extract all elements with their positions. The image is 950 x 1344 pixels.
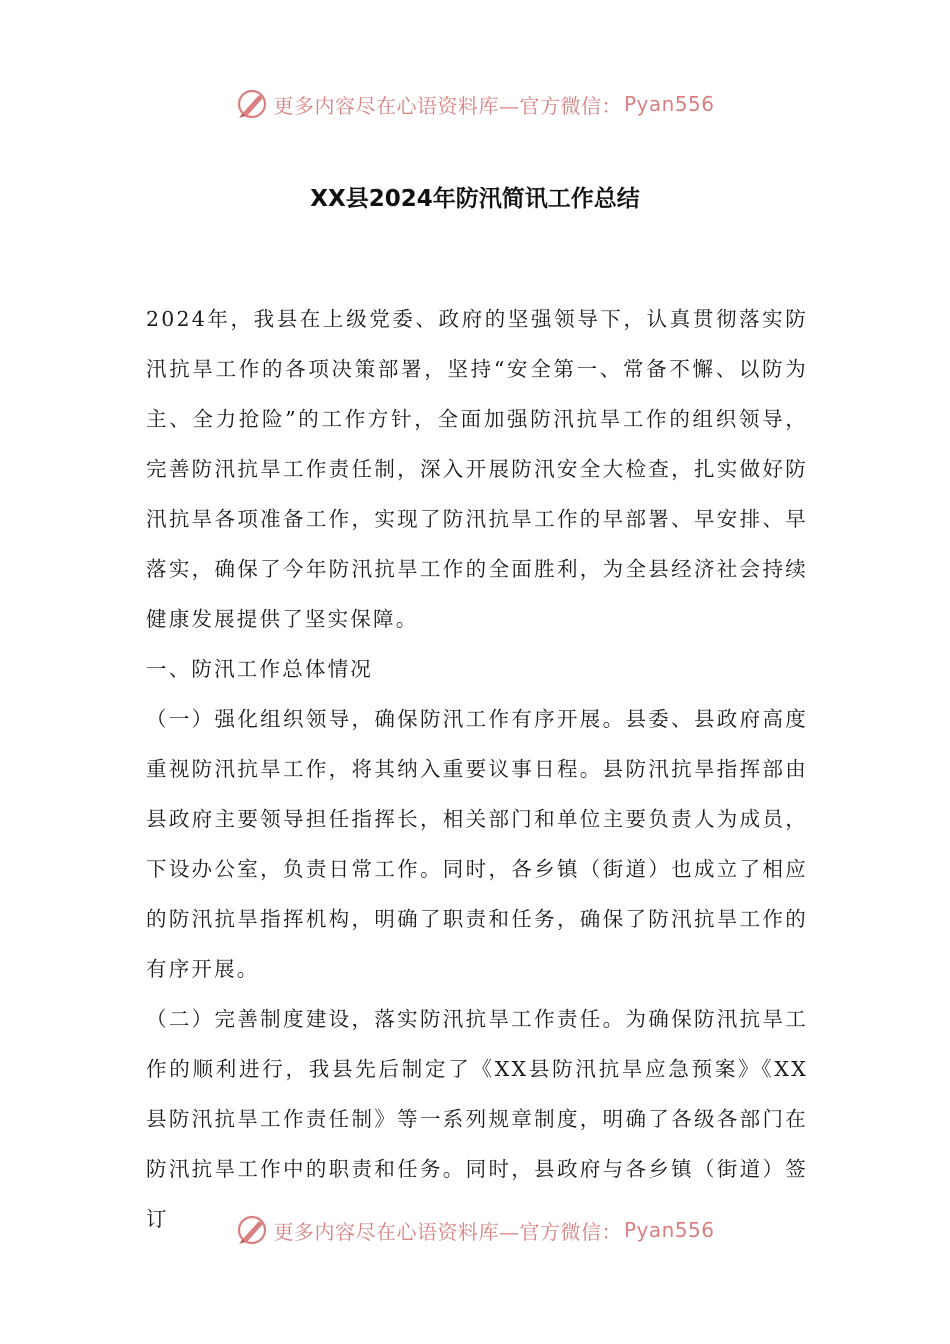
watermark-wechat-id: Pyan556 — [623, 1218, 715, 1242]
subsection-paragraph-1: （一）强化组织领导，确保防汛工作有序开展。县委、县政府高度重视防汛抗旱工作，将其纳入重要议事日程。县防汛抗旱指挥部由县政府主要领导担任指挥长，相关部门和单位主要负责人为成员，下设办公室，负责日常工作。同时，各乡镇（街道）也成立了相应的防汛抗旱指挥机构，明确了职责和任务，确保了防汛抗旱工作的有序开展。 — [146, 707, 808, 981]
section-heading: 一、防汛工作总体情况 — [146, 657, 373, 681]
document-title: XX县2024年防汛简讯工作总结 — [310, 186, 640, 212]
watermark-wechat-id: Pyan556 — [623, 92, 715, 116]
header-watermark — [0, 84, 950, 124]
pen-logo-icon — [235, 1213, 269, 1247]
document-body — [146, 294, 808, 1244]
footer-watermark — [0, 1210, 950, 1250]
pen-logo-icon — [235, 87, 269, 121]
watermark-text: 更多内容尽在心语资料库—官方微信： — [273, 1219, 622, 1244]
watermark-text: 更多内容尽在心语资料库—官方微信： — [273, 93, 622, 118]
subsection-paragraph-2: （二）完善制度建设，落实防汛抗旱工作责任。为确保防汛抗旱工作的顺利进行，我县先后制定了《XX县防汛抗旱应急预案》《XX县防汛抗旱工作责任制》等一系列规章制度，明确了各级各部门在防汛抗旱工作中的职责和任务。同时，县政府与各乡镇（街道）签订 — [146, 1007, 808, 1231]
intro-paragraph: 2024年，我县在上级党委、政府的坚强领导下，认真贯彻落实防汛抗旱工作的各项决策部署，坚持“安全第一、常备不懈、以防为主、全力抢险”的工作方针，全面加强防汛抗旱工作的组织领导，完善防汛抗旱工作责任制，深入开展防汛安全大检查，扎实做好防汛抗旱各项准备工作，实现了防汛抗旱工作的早部署、早安排、早落实，确保了今年防汛抗旱工作的全面胜利，为全县经济社会持续健康发展提供了坚实保障。 — [146, 307, 808, 631]
